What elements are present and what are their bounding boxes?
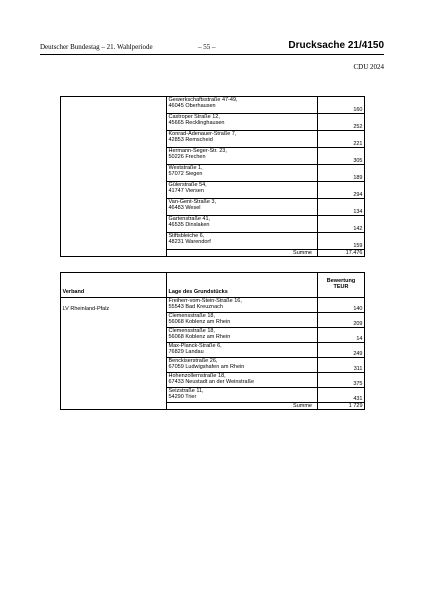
address-cell <box>167 216 318 233</box>
address-street: Van-Gent-Straße 3, <box>168 199 217 205</box>
address-cell <box>167 313 318 328</box>
property-table-continued <box>60 96 365 257</box>
property-table-rheinland-pfalz <box>60 272 365 410</box>
address-city: 50226 Frechen <box>168 154 206 161</box>
address-cell <box>167 131 318 148</box>
address-city: 42853 Remscheid <box>168 137 213 144</box>
document-number: Drucksache 21/4150 <box>288 40 384 51</box>
table-row <box>61 298 365 313</box>
value-cell: 249 <box>318 343 365 358</box>
address-street: Seizstraße 11, <box>168 388 204 394</box>
table-row <box>61 97 365 114</box>
address-street: Gewerkschaftsstraße 47-49, <box>168 97 238 103</box>
address-cell <box>167 298 318 313</box>
address-city: 46535 Dinslaken <box>168 222 210 229</box>
address-street: Castroper Straße 12, <box>168 114 220 120</box>
address-city: 76829 Landau <box>168 349 204 356</box>
value-cell: 431 <box>318 388 365 403</box>
address-street: Gartenstraße 41, <box>168 216 211 222</box>
column-header-bewertung-line2: TEUR <box>333 284 349 290</box>
address-city: 56068 Koblenz am Rhein <box>168 334 231 341</box>
address-street: Gülerstraße 54, <box>168 182 207 188</box>
value-cell: 221 <box>318 131 365 148</box>
column-header-bewertung-line1: Bewertung <box>326 277 356 284</box>
header-divider <box>40 54 384 55</box>
address-street: Clemensstraße 18, <box>168 313 215 319</box>
value-cell: 294 <box>318 182 365 199</box>
value-cell: 189 <box>318 165 365 182</box>
address-street: Max-Planck-Straße 6, <box>168 343 222 349</box>
address-street: Weststraße 1, <box>168 165 203 171</box>
sum-label: Summe <box>167 403 318 410</box>
address-cell <box>167 388 318 403</box>
value-cell: 252 <box>318 114 365 131</box>
value-cell: 305 <box>318 148 365 165</box>
column-header-verband: Verband <box>61 273 167 298</box>
sum-value: 1 729 <box>318 403 365 410</box>
table-header-row <box>61 273 365 298</box>
address-city: 67433 Neustadt an der Weinstraße <box>168 379 255 386</box>
verband-cell: LV Rheinland-Pfalz <box>61 298 167 410</box>
value-cell: 159 <box>318 233 365 250</box>
value-cell: 142 <box>318 216 365 233</box>
sum-label: Summe <box>167 250 318 257</box>
value-cell: 160 <box>318 97 365 114</box>
address-city: 55543 Bad Kreuznach <box>168 304 223 311</box>
address-street: Hohenzollernstraße 18, <box>168 373 226 379</box>
address-city: 46045 Oberhausen <box>168 103 216 110</box>
address-street: Stiftsbleiche 6, <box>168 233 205 239</box>
value-cell: 209 <box>318 313 365 328</box>
value-cell: 375 <box>318 373 365 388</box>
address-cell <box>167 343 318 358</box>
address-cell <box>167 97 318 114</box>
address-city: 56068 Koblenz am Rhein <box>168 319 231 326</box>
address-cell <box>167 182 318 199</box>
address-cell <box>167 148 318 165</box>
verband-cell <box>61 97 167 257</box>
address-city: 45665 Recklinghausen <box>168 120 225 127</box>
address-city: 48231 Warendorf <box>168 239 211 246</box>
address-cell <box>167 114 318 131</box>
address-cell <box>167 358 318 373</box>
address-street: Konrad-Adenauer-Straße 7, <box>168 131 237 137</box>
sum-value: 17.476 <box>318 250 365 257</box>
address-city: 46483 Wesel <box>168 205 201 212</box>
address-street: Benckiserstraße 26, <box>168 358 218 364</box>
header-title: Deutscher Bundestag – 21. Wahlperiode <box>40 43 153 51</box>
document-subheader: CDU 2024 <box>353 63 384 71</box>
address-city: 67059 Ludwigshafen am Rhein <box>168 364 245 371</box>
value-cell: 14 <box>318 328 365 343</box>
address-street: Freiherr-vom-Stein-Straße 16, <box>168 298 242 304</box>
column-header-bewertung <box>318 273 365 298</box>
address-street: Hermann-Seger-Str. 23, <box>168 148 227 154</box>
address-city: 57072 Siegen <box>168 171 203 178</box>
column-header-lage: Lage des Grundstücks <box>167 273 318 298</box>
address-city: 41747 Viersen <box>168 188 204 195</box>
address-cell <box>167 233 318 250</box>
address-city: 54290 Trier <box>168 394 197 401</box>
address-cell <box>167 328 318 343</box>
value-cell: 311 <box>318 358 365 373</box>
address-cell <box>167 373 318 388</box>
address-street: Clemensstraße 18, <box>168 328 215 334</box>
page-number: – 55 – <box>198 43 216 51</box>
address-cell <box>167 165 318 182</box>
value-cell: 140 <box>318 298 365 313</box>
address-cell <box>167 199 318 216</box>
value-cell: 134 <box>318 199 365 216</box>
